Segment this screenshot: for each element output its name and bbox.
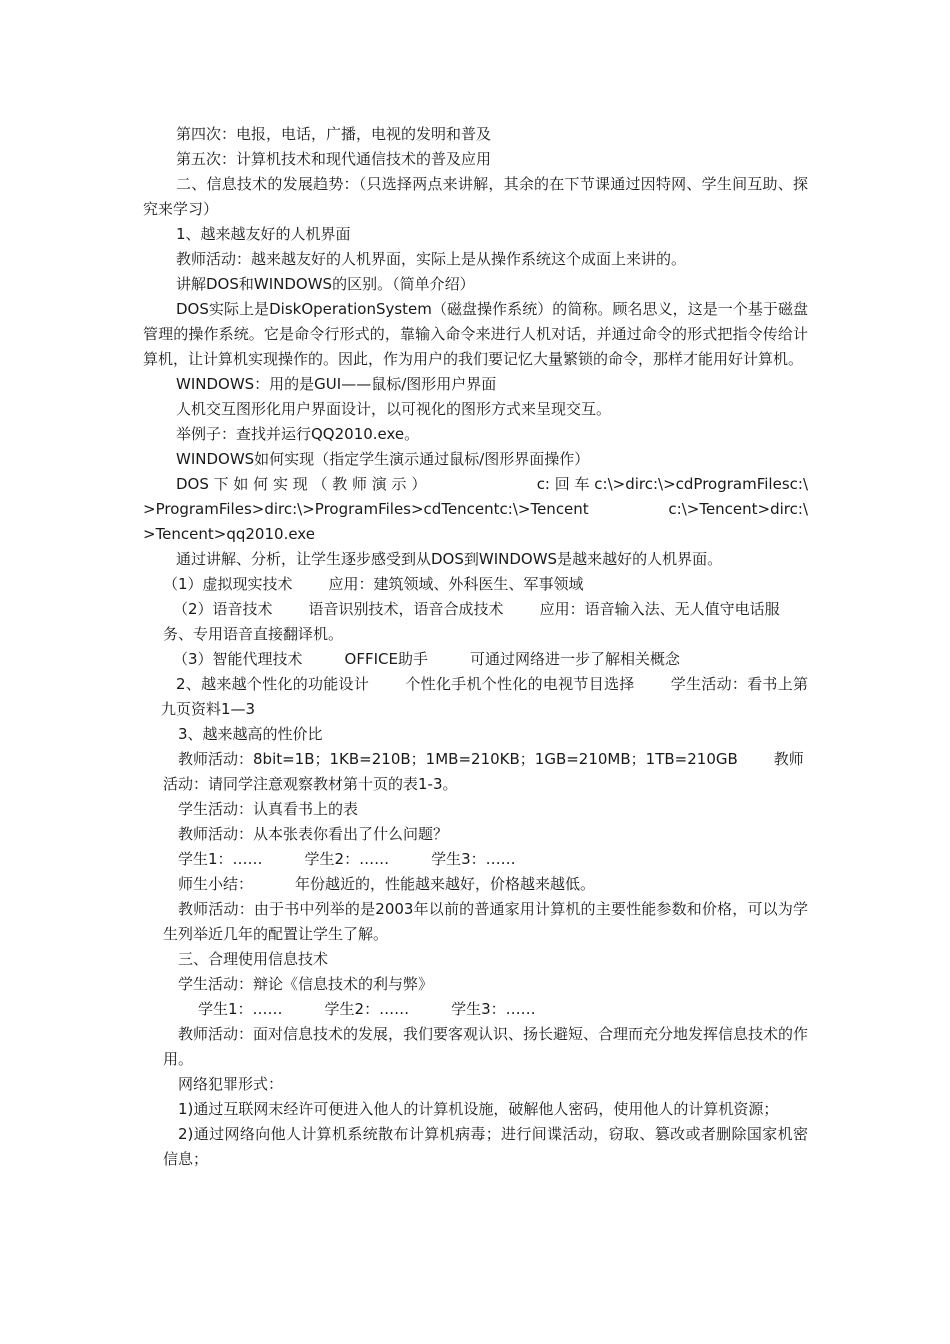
dos-demo-line-3: >Tencent>qq2010.exe	[143, 525, 315, 543]
section-title: 三、合理使用信息技术	[178, 950, 329, 968]
dos-demo-commands: c:\>Tencent>dirc:\	[668, 500, 808, 518]
student-answer: 学生1：……	[178, 850, 263, 868]
dos-demo-line-1	[143, 472, 808, 497]
document-body	[143, 122, 808, 1172]
tech-item-agent	[143, 647, 808, 672]
paragraph: 教师活动：从本张表你看出了什么问题？	[178, 825, 449, 843]
paragraph: WINDOWS：用的是GUI——鼠标/图形用户界面	[176, 375, 497, 393]
student-activity: 学生活动：看书上第九页资料1—3	[161, 675, 808, 718]
paragraph: 通过讲解、分析，让学生逐步感受到从DOS到WINDOWS是越来越好的人机界面。	[176, 550, 723, 568]
paragraph: 第五次：计算机技术和现代通信技术的普及应用	[176, 150, 492, 168]
tech-item-speech	[143, 597, 808, 647]
summary-text: 年份越近的，性能越来越好，价格越来越低。	[295, 875, 596, 893]
paragraph: 人机交互图形化用户界面设计，以可视化的图形方式来呈现交互。	[176, 400, 612, 418]
dos-demo-label: DOS 下 如 何 实 现 （ 教 师 演 示 ）	[176, 475, 427, 493]
tech-application: 可通过网络进一步了解相关概念	[470, 650, 681, 668]
student-answer: 学生2：……	[304, 850, 390, 868]
paragraph: 举例子：查找并运行QQ2010.exe。	[176, 425, 420, 443]
summary-label: 师生小结：	[178, 875, 254, 893]
teacher-activity: 教师活动：8bit=1B；1KB=210B；1MB=210KB；1GB=210MB；1TB=210GB	[178, 750, 738, 768]
paragraph: 学生活动：认真看书上的表	[178, 800, 359, 818]
dos-demo-line-2	[143, 497, 808, 522]
tech-name: （3）智能代理技术	[173, 650, 303, 668]
paragraph: 二、信息技术的发展趋势：（只选择两点来讲解，其余的在下节课通过因特网、学生间互助、探究来学习）	[143, 175, 808, 218]
paragraph: 1、越来越友好的人机界面	[176, 225, 351, 243]
dos-demo-commands: c: 回 车 c:\>dirc:\>cdProgramFilesc:\	[536, 475, 808, 493]
item-cost-performance: 3、越来越高的性价比	[178, 725, 323, 743]
tech-description: OFFICE助手	[344, 650, 428, 668]
teacher-activity: 教师活动：请同学注意观察教材第十页的表1-3。	[163, 750, 804, 793]
student-answers	[143, 847, 808, 872]
list-item: 1)通过互联网末经许可便进入他人的计算机设施，破解他人密码，使用他人的计算机资源；	[178, 1100, 779, 1118]
item-description: 个性化手机个性化的电视节目选择	[405, 675, 635, 693]
summary	[143, 872, 808, 897]
teacher-activity-units	[143, 747, 808, 797]
item-title: 2、越来越个性化的功能设计	[176, 675, 370, 693]
student-answer: 学生3：……	[431, 850, 516, 868]
student-answer: 学生3：……	[451, 1000, 536, 1018]
tech-name: （1）虚拟现实技术	[163, 575, 293, 593]
paragraph: WINDOWS如何实现（指定学生演示通过鼠标/图形界面操作）	[176, 450, 590, 468]
paragraph: 学生活动：辩论《信息技术的利与弊》	[178, 975, 434, 993]
paragraph: 网络犯罪形式：	[178, 1075, 284, 1093]
tech-description: 语音识别技术，语音合成技术	[308, 600, 504, 618]
paragraph: 第四次：电报，电话，广播，电视的发明和普及	[176, 125, 492, 143]
tech-application: 应用：语音输入法、无人值守电话服务、专用语音直接翻译机。	[163, 600, 780, 643]
paragraph: 教师活动：越来越友好的人机界面，实际上是从操作系统这个成面上来讲的。	[176, 250, 687, 268]
tech-application: 应用：建筑领域、外科医生、军事领域	[328, 575, 584, 593]
tech-name: （2）语音技术	[173, 600, 273, 618]
paragraph: 讲解DOS和WINDOWS的区别。（简单介绍）	[176, 275, 475, 293]
student-answer: 学生1：……	[198, 1000, 283, 1018]
paragraph: DOS实际上是DiskOperationSystem（磁盘操作系统）的简称。顾名思义，这是一个基于磁盘管理的操作系统。它是命令行形式的，靠输入命令来进行人机对话，并通过命令的形式把指令传给计算机，让计算机实现操作的。因此，作为用户的我们要记忆大量繁锁的命令，那样才能用好计算机。	[143, 300, 808, 368]
list-item: 2)通过网络向他人计算机系统散布计算机病毒；进行间谍活动，窃取、篡改或者删除国家机密信息；	[163, 1125, 808, 1168]
paragraph: 教师活动：由于书中列举的是2003年以前的普通家用计算机的主要性能参数和价格，可以为学生列举近几年的配置让学生了解。	[163, 900, 808, 943]
dos-demo-commands: >ProgramFiles>dirc:\>ProgramFiles>cdTencentc:\>Tencent	[143, 500, 589, 518]
student-answer: 学生2：……	[324, 1000, 410, 1018]
item-personalized	[143, 672, 808, 722]
paragraph: 教师活动：面对信息技术的发展，我们要客观认识、扬长避短、合理而充分地发挥信息技术的作用。	[163, 1025, 809, 1068]
student-answers	[143, 997, 808, 1022]
tech-item-vr	[143, 572, 808, 597]
